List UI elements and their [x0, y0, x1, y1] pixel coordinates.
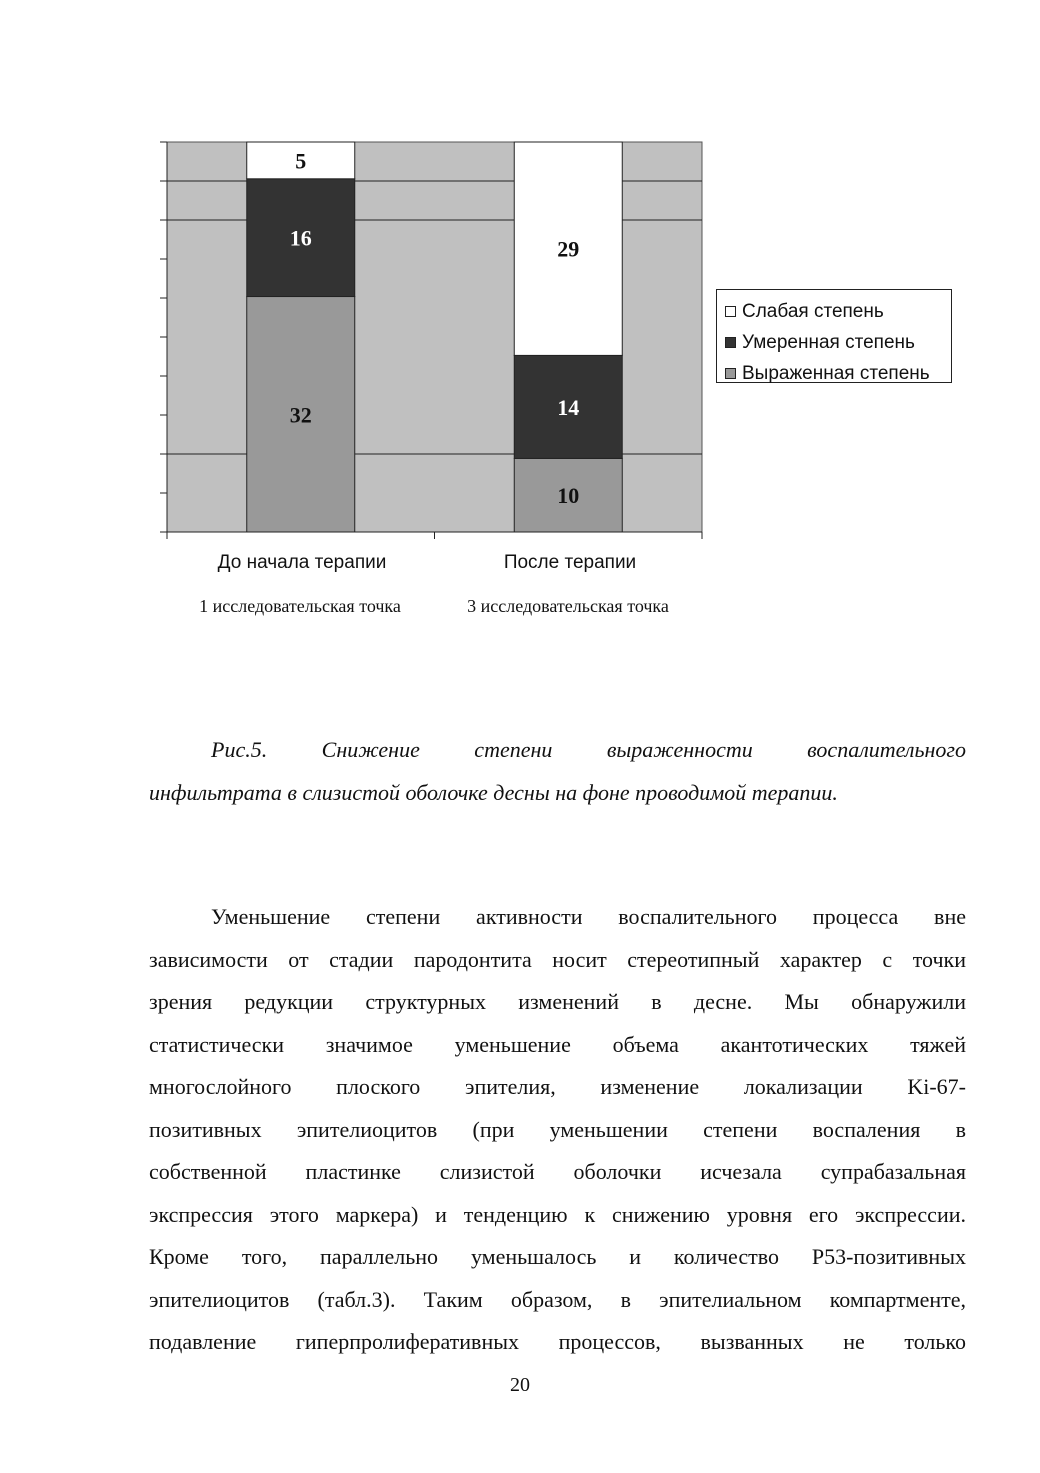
category-sublabel-after: 3 исследовательская точка — [467, 596, 669, 616]
body-line: подавление гиперпролиферативных процессов, вызванных не только — [149, 1329, 966, 1354]
legend-item-moderate — [717, 327, 951, 358]
body-line: многослойного плоского эпителия, изменение локализации Ki-67- — [149, 1074, 966, 1099]
bar-data-label: 10 — [557, 483, 580, 509]
stacked-bar-chart — [0, 0, 1040, 560]
category-label-after: После терапии — [503, 552, 637, 573]
body-line: эпителиоцитов (табл.3). Таким образом, в эпителиальном компартменте, — [149, 1286, 966, 1312]
figure-caption — [149, 728, 966, 814]
chart-legend — [716, 289, 952, 383]
legend-label-moderate: Умеренная степень — [742, 331, 915, 353]
body-line: позитивных эпителиоцитов (при уменьшении степени воспаления в — [149, 1116, 966, 1142]
bar-data-label: 14 — [557, 394, 580, 420]
body-line: Уменьшение степени активности воспалительного процесса вне — [211, 904, 966, 929]
body-line: собственной пластинке слизистой оболочки исчезала супрабазальная — [149, 1159, 966, 1184]
bar-data-label: 16 — [289, 225, 312, 251]
bar-data-label: 32 — [289, 402, 312, 428]
body-line: Кроме того, параллельно уменьшалось и количество Р53-позитивных — [149, 1244, 966, 1269]
caption-line-1: Рис.5. Снижение степени выраженности воспалительного — [211, 737, 966, 762]
legend-swatch-weak — [725, 306, 736, 317]
body-line: статистически значимое уменьшение объема акантотических тяжей — [149, 1031, 966, 1057]
body-line: зависимости от стадии пародонтита носит стереотипный характер с точки — [149, 946, 966, 972]
legend-label-weak: Слабая степень — [742, 300, 884, 322]
legend-item-weak — [717, 296, 951, 327]
caption-line-2: инфильтрата в слизистой оболочке десны на фоне проводимой терапии. — [149, 780, 838, 805]
body-line: зрения редукции структурных изменений в десне. Мы обнаружили — [149, 989, 966, 1014]
category-label-before: До начала терапии — [217, 552, 387, 573]
bar-data-label: 5 — [295, 148, 307, 174]
legend-label-severe: Выраженная степень — [742, 362, 930, 384]
legend-item-severe — [717, 358, 951, 389]
page-number: 20 — [510, 1374, 530, 1396]
category-sublabel-before: 1 исследовательская точка — [199, 596, 401, 616]
legend-swatch-severe — [725, 368, 736, 379]
body-paragraph — [149, 896, 966, 1364]
bar-data-label: 29 — [557, 236, 580, 262]
body-line: экспрессия этого маркера) и тенденцию к снижению уровня его экспрессии. — [149, 1201, 966, 1227]
legend-swatch-moderate — [725, 337, 736, 348]
